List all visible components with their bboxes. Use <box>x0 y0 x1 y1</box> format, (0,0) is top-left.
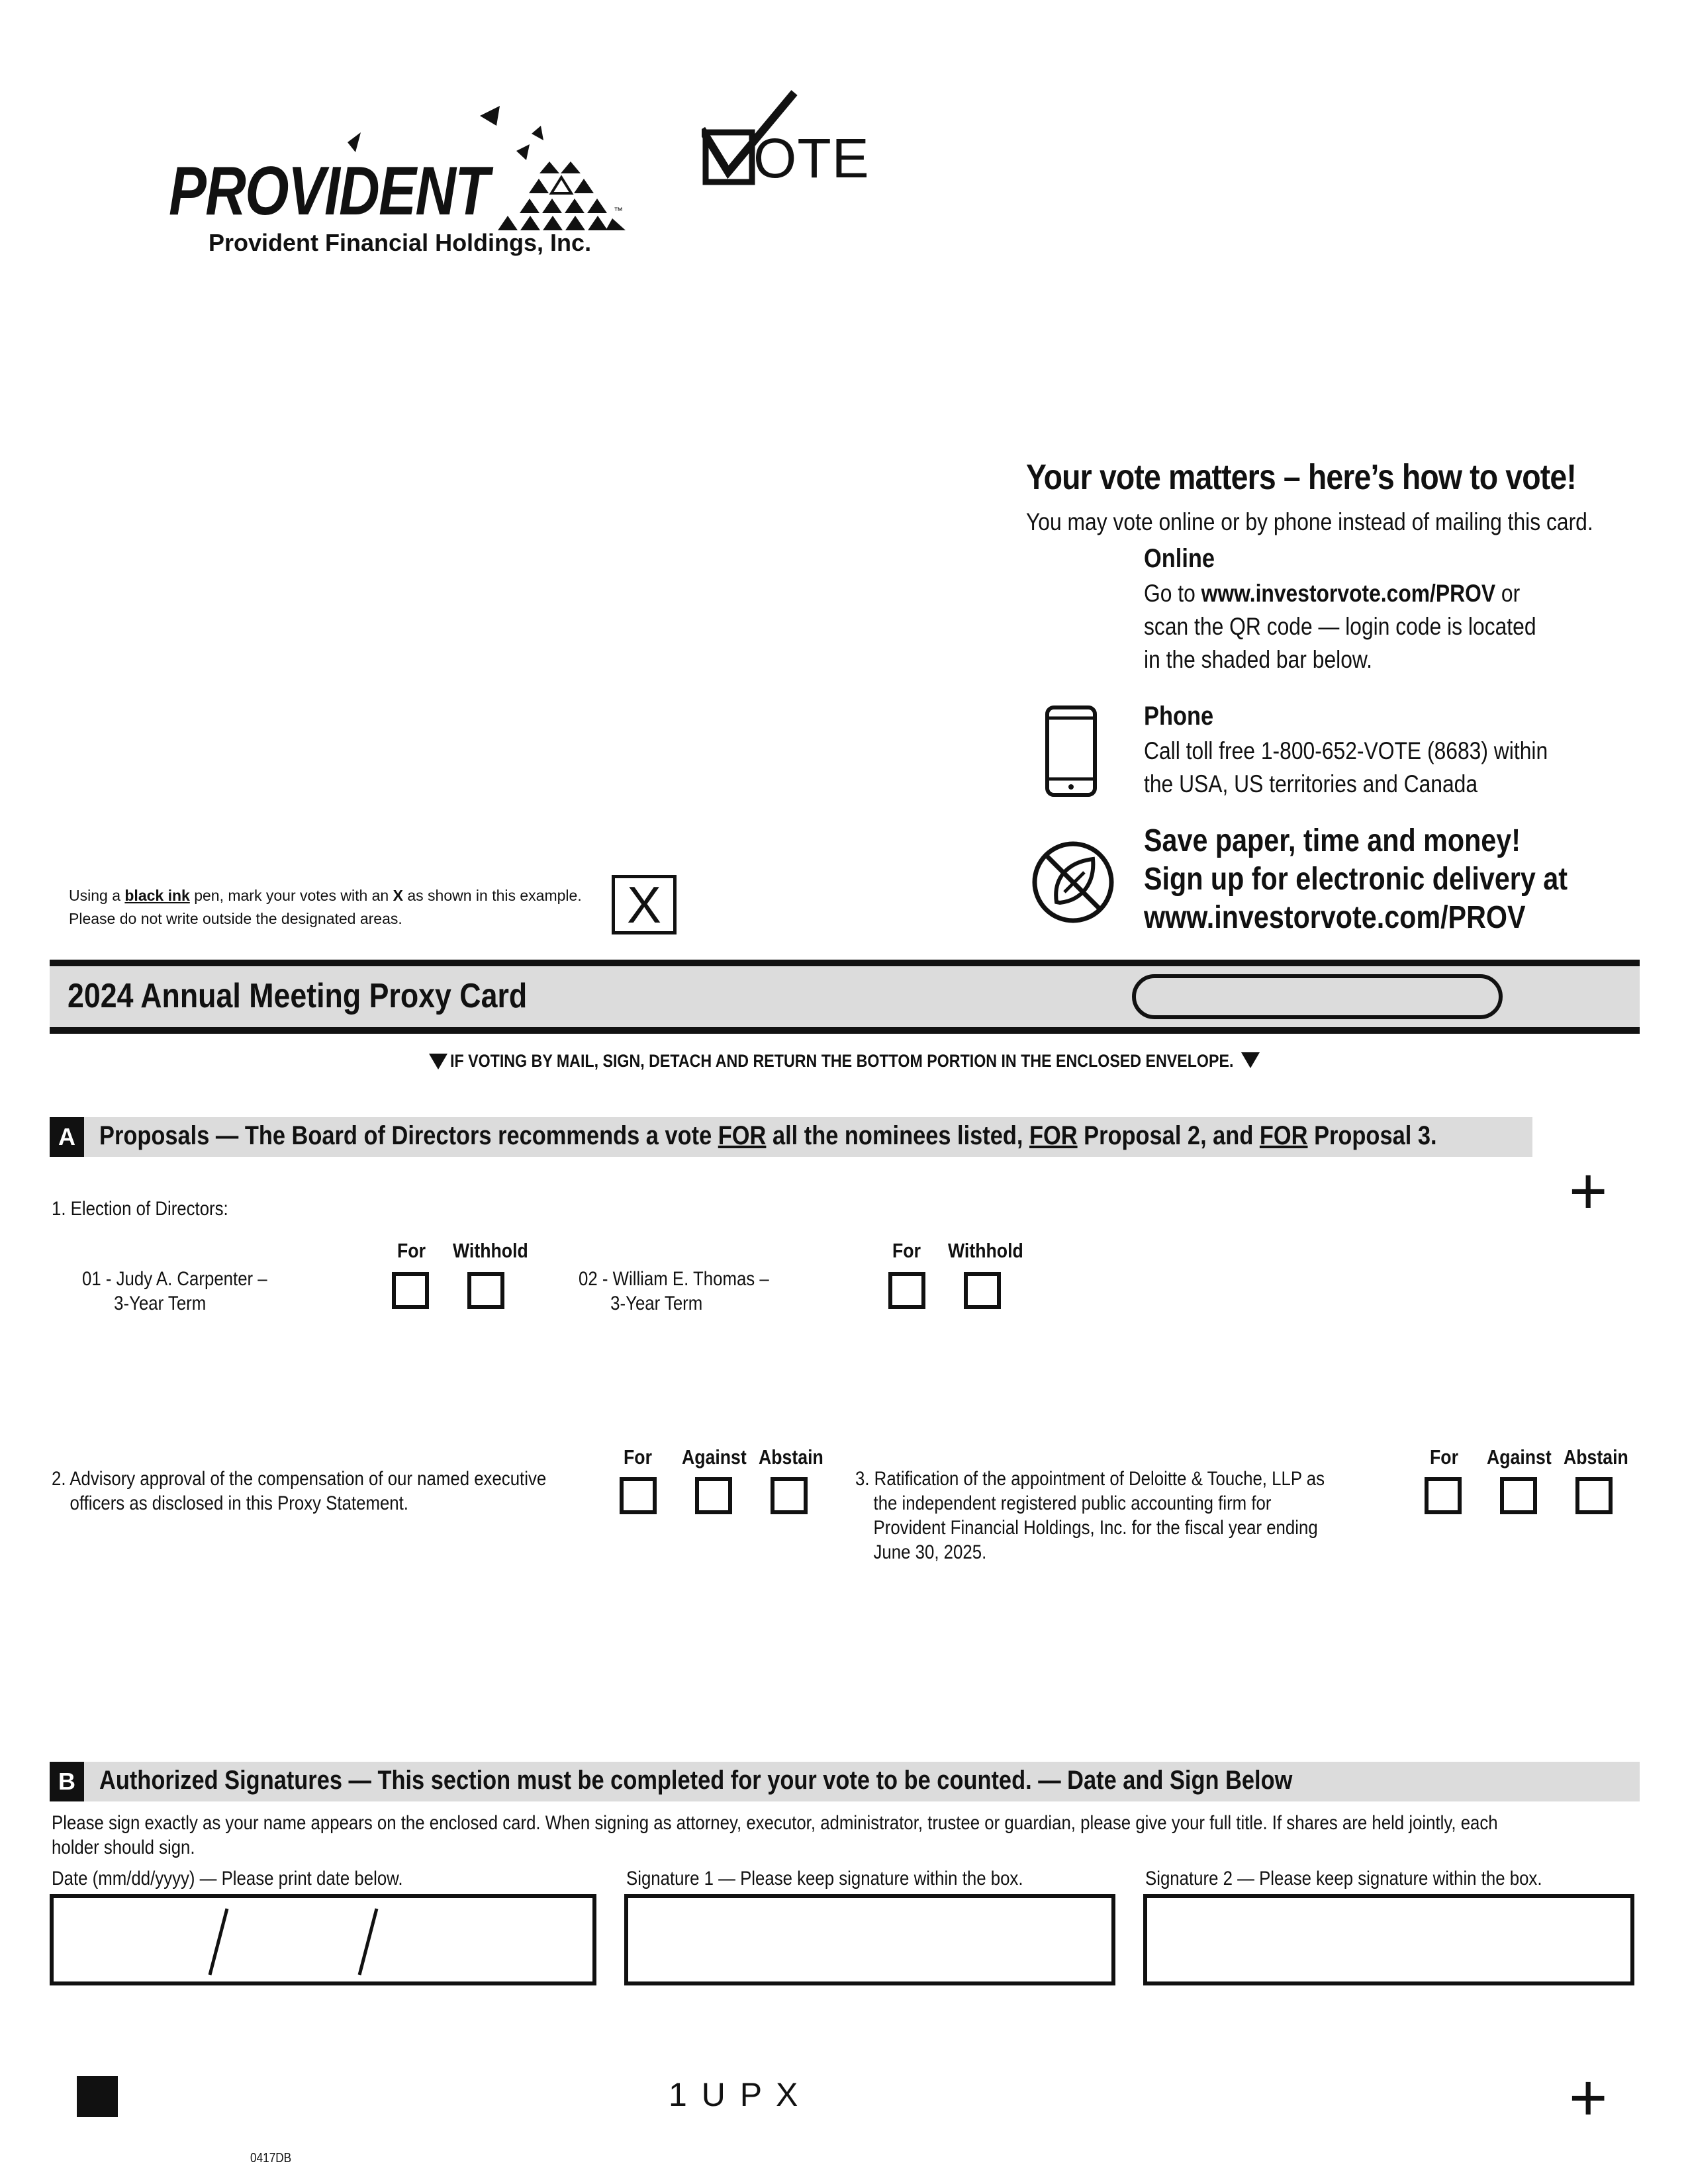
proposal-2-for-checkbox[interactable] <box>620 1477 657 1514</box>
provident-logo <box>169 99 632 258</box>
section-a-letter: A <box>50 1117 84 1157</box>
nominee-2: 02 - William E. Thomas – 3-Year Term <box>579 1268 769 1314</box>
online-text <box>1144 577 1554 676</box>
registration-square <box>77 2076 118 2117</box>
marking-instructions <box>69 884 582 931</box>
black-ink-emphasis: black ink <box>124 887 190 904</box>
example-mark-box <box>612 875 677 934</box>
proposal-3-for-header: For <box>1430 1445 1458 1469</box>
vote-logo <box>702 89 874 195</box>
footer-code: 1 U P X <box>669 2076 801 2113</box>
phone-icon <box>1045 705 1098 797</box>
nominee-2-for-header: For <box>892 1239 921 1262</box>
paperless-url[interactable]: www.investorvote.com/PROV <box>1144 900 1526 935</box>
nominee-1-for-checkbox[interactable] <box>392 1272 429 1309</box>
election-label: 1. Election of Directors: <box>52 1198 228 1220</box>
online-prefix: Go to <box>1144 580 1201 607</box>
proposal-3-against-header: Against <box>1487 1445 1552 1469</box>
proposal-2-against-checkbox[interactable] <box>695 1477 732 1514</box>
signature-2-label: Signature 2 — Please keep signature within the box. <box>1145 1868 1542 1889</box>
section-b-instructions: Please sign exactly as your name appears on the enclosed card. When signing as attorney, executor, administrator, trustee or guardian, please give your full title. If shares are held jointly, each holder should sign. <box>52 1812 1498 1858</box>
date-field[interactable] <box>50 1894 596 1985</box>
proposal-3-abstain-header: Abstain <box>1564 1445 1628 1469</box>
signature-1-field[interactable] <box>624 1894 1115 1985</box>
leaf-no-paper-icon <box>1030 839 1116 925</box>
proposal-2-abstain-header: Abstain <box>759 1445 823 1469</box>
proposal-2-against-header: Against <box>682 1445 747 1469</box>
registration-plus: + <box>1569 1154 1608 1228</box>
form-number: 0417DB <box>250 2151 292 2165</box>
nominee-2-withhold-header: Withhold <box>948 1239 1023 1262</box>
paperless-line1: Save paper, time and money! <box>1144 823 1521 858</box>
nominee-2-withhold-checkbox[interactable] <box>964 1272 1001 1309</box>
section-a-title: Proposals — The Board of Directors recommends a vote FOR all the nominees listed, FOR Proposal 2, and FOR Proposal 3. <box>99 1121 1437 1150</box>
card-bottom-rule <box>50 1027 1640 1034</box>
online-title: Online <box>1144 544 1215 573</box>
phone-text: Call toll free 1-800-652-VOTE (8683) within the USA, US territories and Canada <box>1144 737 1548 797</box>
login-code-field <box>1132 974 1503 1019</box>
marking-instructions-line2: Please do not write outside the designated areas. <box>69 910 402 927</box>
down-arrow-icon <box>1241 1052 1260 1068</box>
section-b-title: Authorized Signatures — This section must be completed for your vote to be counted. — Date and Sign Below <box>99 1766 1293 1795</box>
registration-plus-bottom: + <box>1569 2061 1608 2135</box>
proposal-3-for-checkbox[interactable] <box>1425 1477 1462 1514</box>
nominee-1-for-header: For <box>397 1239 426 1262</box>
trademark: ™ <box>614 205 623 216</box>
paperless-line2: Sign up for electronic delivery at <box>1144 862 1568 897</box>
mail-note-text: IF VOTING BY MAIL, SIGN, DETACH AND RETURN THE BOTTOM PORTION IN THE ENCLOSED ENVELOPE. <box>450 1051 1234 1071</box>
online-suffix: or scan the QR code — login code is located in the shaded bar below. <box>1144 580 1536 673</box>
vote-word: OTE <box>753 127 870 189</box>
date-separators <box>54 1898 592 1981</box>
proposal-2-for-header: For <box>624 1445 652 1469</box>
nominee-1: 01 - Judy A. Carpenter – 3-Year Term <box>82 1268 267 1314</box>
mail-note <box>429 1051 1244 1071</box>
nominee-1-withhold-header: Withhold <box>453 1239 528 1262</box>
how-to-vote-intro: You may vote online or by phone instead of mailing this card. <box>1026 508 1593 535</box>
proposal-3: 3. Ratification of the appointment of Deloitte & Touche, LLP as the independent registered public accounting firm for Provident Financial Holdings, Inc. for the fiscal year ending June 30, 2025. <box>855 1468 1325 1563</box>
phone-title: Phone <box>1144 702 1214 731</box>
paperless-text <box>1144 822 1568 937</box>
proposal-3-against-checkbox[interactable] <box>1500 1477 1537 1514</box>
nominee-1-withhold-checkbox[interactable] <box>467 1272 504 1309</box>
card-top-rule <box>50 960 1640 966</box>
nominee-2-for-checkbox[interactable] <box>888 1272 925 1309</box>
signature-2-field[interactable] <box>1143 1894 1634 1985</box>
proposal-2: 2. Advisory approval of the compensation of our named executive officers as disclosed in this Proxy Statement. <box>52 1468 547 1514</box>
marking-instructions-line1: Using a black ink pen, mark your votes with an X as shown in this example. <box>69 887 582 904</box>
logo-wordmark: PROVIDENT <box>169 153 489 230</box>
card-title: 2024 Annual Meeting Proxy Card <box>68 977 528 1015</box>
down-arrow-icon <box>429 1054 447 1069</box>
section-b-letter: B <box>50 1762 84 1801</box>
online-url[interactable]: www.investorvote.com/PROV <box>1201 580 1496 607</box>
signature-1-label: Signature 1 — Please keep signature within the box. <box>626 1868 1023 1889</box>
logo-subtitle: Provident Financial Holdings, Inc. <box>209 229 592 256</box>
proposal-3-abstain-checkbox[interactable] <box>1575 1477 1613 1514</box>
date-label: Date (mm/dd/yyyy) — Please print date below. <box>52 1868 403 1889</box>
example-mark: X <box>626 876 662 934</box>
proposal-2-abstain-checkbox[interactable] <box>771 1477 808 1514</box>
how-to-vote-headline: Your vote matters – here’s how to vote! <box>1026 457 1576 497</box>
